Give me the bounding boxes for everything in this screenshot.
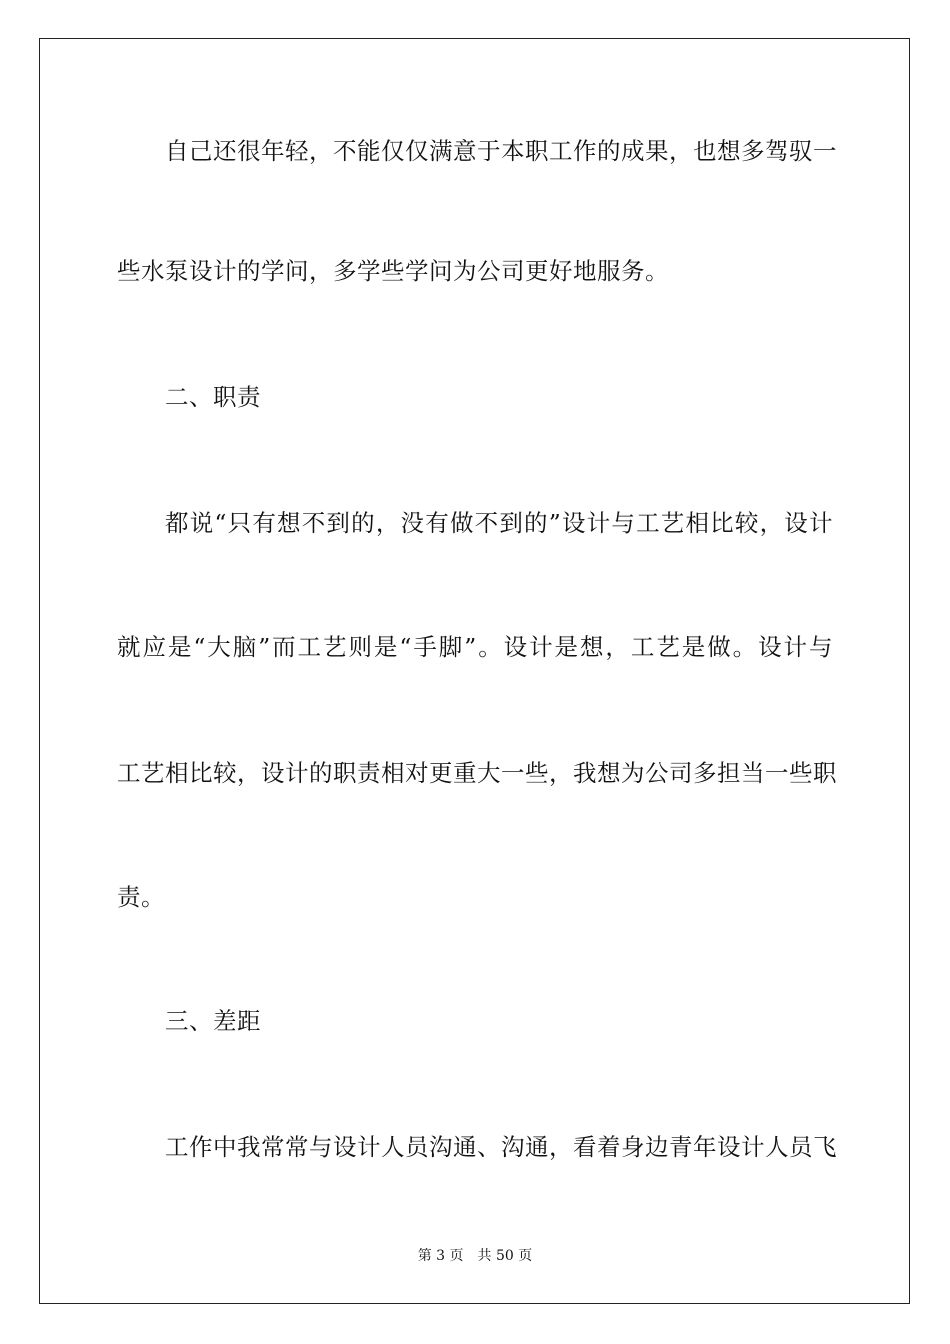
paragraph-line: 责。 [117, 883, 165, 911]
page-border [39, 38, 910, 1304]
paragraph-line: 就应是“大脑”而工艺则是“手脚”。设计是想，工艺是做。设计与 [117, 633, 833, 661]
page-number: 第 3 页 [417, 1248, 464, 1264]
paragraph-line: 些水泵设计的学问，多学些学问为公司更好地服务。 [117, 257, 669, 285]
paragraph-line: 自己还很年轻，不能仅仅满意于本职工作的成果，也想多驾驭一 [165, 137, 837, 165]
section-heading: 二、职责 [165, 383, 261, 411]
section-heading: 三、差距 [165, 1007, 261, 1035]
paragraph-line: 工作中我常常与设计人员沟通、沟通，看着身边青年设计人员飞 [165, 1133, 837, 1161]
paragraph-line: 都说“只有想不到的，没有做不到的”设计与工艺相比较，设计 [165, 509, 833, 537]
page-footer [0, 1247, 950, 1265]
page-total: 共 50 页 [477, 1248, 533, 1264]
paragraph-line: 工艺相比较，设计的职责相对更重大一些，我想为公司多担当一些职 [117, 759, 837, 787]
